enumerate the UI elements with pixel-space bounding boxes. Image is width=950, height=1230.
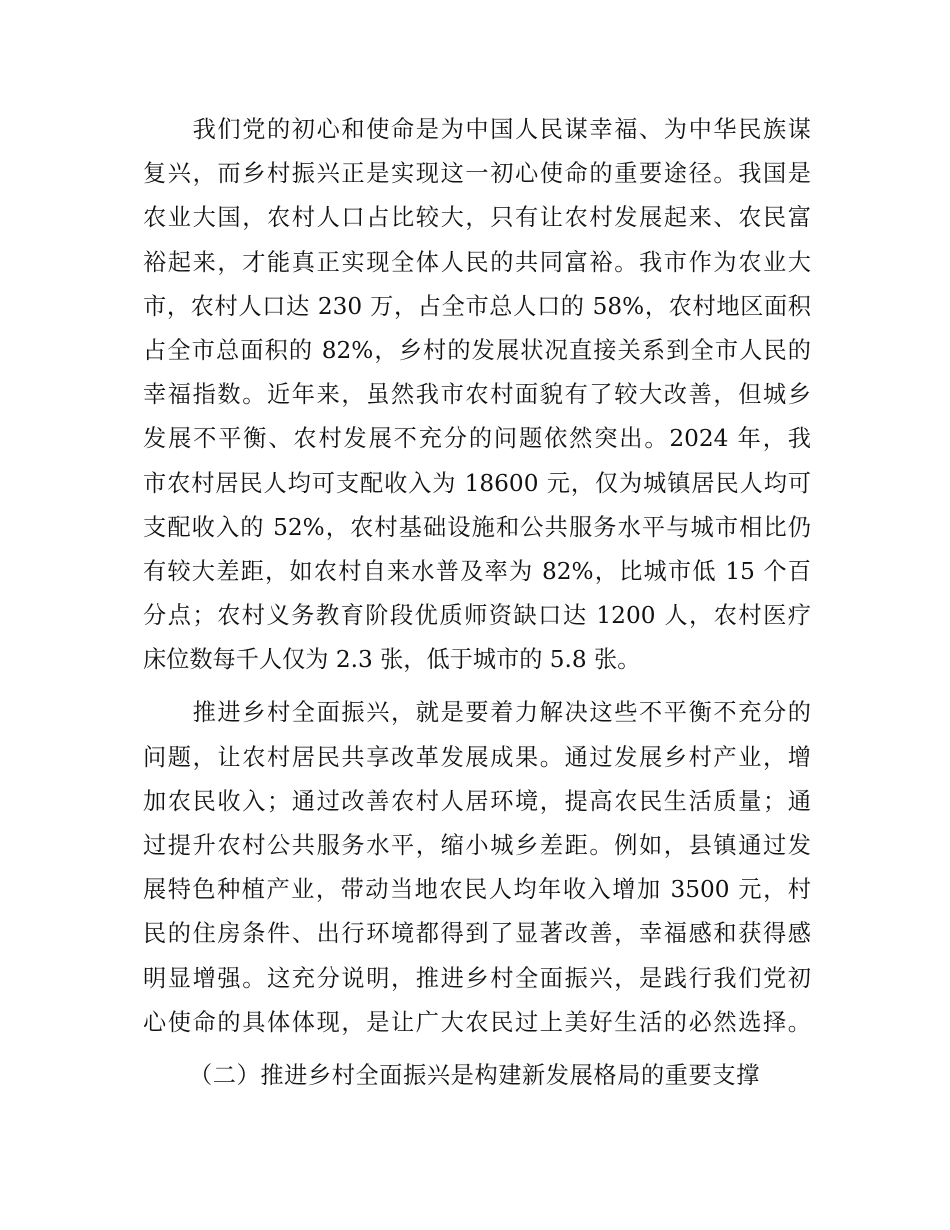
paragraph-line: 市，农村人口达 230 万，占全市总人口的 58%，农村地区面积 — [143, 292, 811, 320]
paragraph-line: 分点；农村义务教育阶段优质师资缺口达 1200 人，农村医疗 — [143, 602, 811, 630]
paragraph-line: 市农村居民人均可支配收入为 18600 元，仅为城镇居民人均可 — [143, 469, 811, 497]
paragraph-line: 床位数每千人仅为 2.3 张，低于城市的 5.8 张。 — [143, 646, 641, 674]
paragraph-line: 裕起来，才能真正实现全体人民的共同富裕。我市作为农业大 — [143, 248, 811, 276]
paragraph-line: 农业大国，农村人口占比较大，只有让农村发展起来、农民富 — [143, 204, 811, 232]
paragraph-line: 推进乡村全面振兴，就是要着力解决这些不平衡不充分的 — [143, 699, 811, 727]
paragraph-line: 占全市总面积的 82%，乡村的发展状况直接关系到全市人民的 — [143, 336, 811, 364]
paragraph-2 — [143, 691, 811, 1045]
paragraph-line: 展特色种植产业，带动当地农民人均年收入增加 3500 元，村 — [143, 876, 811, 904]
paragraph-line: 问题，让农村居民共享改革发展成果。通过发展乡村产业，增 — [143, 743, 811, 771]
paragraph-line: 民的住房条件、出行环境都得到了显著改善，幸福感和获得感 — [143, 920, 811, 948]
paragraph-line: 过提升农村公共服务水平，缩小城乡差距。例如，县镇通过发 — [143, 832, 811, 859]
paragraph-line: 复兴，而乡村振兴正是实现这一初心使命的重要途径。我国是 — [143, 160, 811, 188]
document-body — [143, 108, 811, 1098]
paragraph-line: 支配收入的 52%，农村基础设施和公共服务水平与城市相比仍 — [143, 513, 811, 541]
paragraph-line: 加农民收入；通过改善农村人居环境，提高农民生活质量；通 — [143, 787, 811, 815]
paragraph-1 — [143, 108, 811, 682]
paragraph-line: 明显增强。这充分说明，推进乡村全面振兴，是践行我们党初 — [143, 964, 811, 992]
paragraph-line: 有较大差距，如农村自来水普及率为 82%，比城市低 15 个百 — [143, 557, 811, 585]
paragraph-line: 幸福指数。近年来，虽然我市农村面貌有了较大改善，但城乡 — [143, 381, 811, 409]
paragraph-line: 心使命的具体体现，是让广大农民过上美好生活的必然选择。 — [143, 1008, 811, 1036]
paragraph-line: 发展不平衡、农村发展不充分的问题依然突出。2024 年，我 — [143, 425, 811, 453]
paragraph-line: 我们党的初心和使命是为中国人民谋幸福、为中华民族谋 — [143, 116, 811, 143]
section-heading: （二）推进乡村全面振兴是构建新发展格局的重要支撑 — [189, 1061, 760, 1089]
